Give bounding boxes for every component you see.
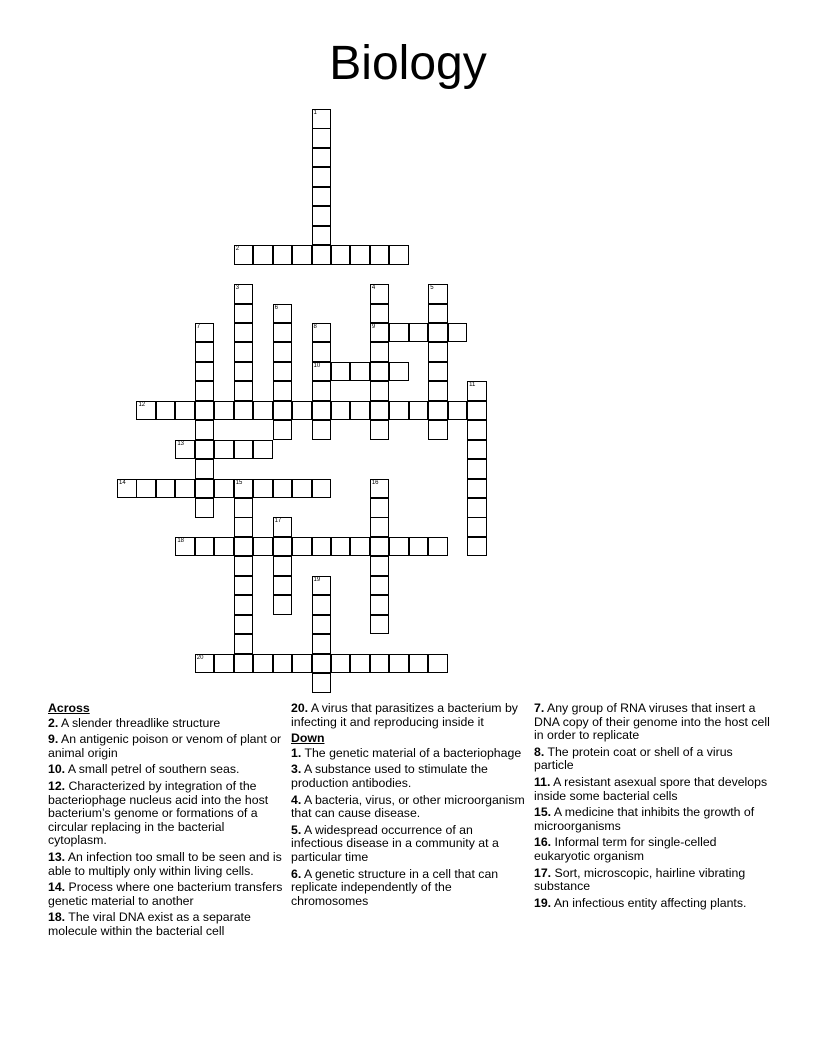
clues-column-2 (291, 702, 527, 911)
down-clue-list (291, 747, 527, 909)
grid-cell[interactable] (370, 615, 390, 635)
clue (291, 824, 527, 865)
clue-number: 18. (48, 910, 66, 925)
clue (48, 881, 284, 908)
grid-cell[interactable] (234, 284, 254, 304)
grid-cell[interactable] (467, 420, 487, 440)
grid-cell[interactable] (312, 206, 332, 226)
grid-cell[interactable] (234, 498, 254, 518)
cell-number: 20 (196, 654, 204, 661)
grid-cell[interactable] (156, 479, 176, 499)
grid-cell[interactable] (253, 479, 273, 499)
clue-text: The protein coat or shell of a virus particle (534, 744, 733, 773)
grid-cell[interactable] (312, 245, 332, 265)
grid-cell[interactable] (273, 245, 293, 265)
grid-cell[interactable] (253, 654, 273, 674)
grid-cell[interactable] (253, 537, 273, 557)
grid-cell[interactable] (195, 479, 215, 499)
grid-cell[interactable] (428, 284, 448, 304)
clue-text: Characterized by integration of the bacteriophage nucleus acid into the host bacterium’s genome or formations of a circular replacing in the bacterial cytoplasm. (48, 778, 269, 848)
clue-text: A resistant asexual spore that develops inside some bacterial cells (534, 774, 768, 803)
grid-cell[interactable] (214, 654, 234, 674)
grid-cell[interactable] (292, 654, 312, 674)
grid-cell[interactable] (117, 479, 137, 499)
grid-cell[interactable] (370, 245, 390, 265)
grid-cell[interactable] (195, 362, 215, 382)
grid-cell[interactable] (273, 654, 293, 674)
grid-cell[interactable] (195, 342, 215, 362)
grid-cell[interactable] (234, 479, 254, 499)
clue (291, 747, 527, 761)
clue-text: A slender threadlike structure (58, 715, 221, 730)
grid-cell[interactable] (312, 109, 332, 129)
across-clue-list-continued (291, 702, 527, 729)
grid-cell[interactable] (273, 595, 293, 615)
grid-cell[interactable] (370, 556, 390, 576)
grid-cell[interactable] (273, 576, 293, 596)
grid-cell[interactable] (234, 517, 254, 537)
clue-text: A bacteria, virus, or other microorganism that can cause disease. (291, 792, 525, 821)
grid-cell[interactable] (370, 654, 390, 674)
clue-number: 9. (48, 732, 59, 747)
clue-number: 12. (48, 778, 66, 793)
clue-number: 11. (534, 774, 551, 789)
clue (534, 776, 770, 803)
clue-number: 7. (534, 701, 545, 715)
grid-cell[interactable] (389, 323, 409, 343)
clue (291, 794, 527, 821)
grid-cell[interactable] (312, 673, 332, 693)
grid-cell[interactable] (234, 362, 254, 382)
grid-cell[interactable] (195, 381, 215, 401)
clue-number: 17. (534, 865, 552, 880)
down-header: Down (291, 731, 325, 746)
grid-cell[interactable] (312, 226, 332, 246)
grid-cell[interactable] (273, 401, 293, 421)
grid-cell[interactable] (409, 401, 429, 421)
cell-number: 11 (469, 382, 476, 389)
grid-cell[interactable] (409, 537, 429, 557)
puzzle-title: Biology (329, 37, 487, 90)
grid-cell[interactable] (234, 323, 254, 343)
clue (534, 897, 770, 911)
cell-number: 3 (235, 285, 240, 292)
grid-cell[interactable] (409, 654, 429, 674)
cell-number: 2 (235, 246, 240, 253)
clue-number: 20. (291, 701, 309, 715)
grid-cell[interactable] (253, 401, 273, 421)
clue-number: 1. (291, 745, 302, 760)
grid-cell[interactable] (428, 381, 448, 401)
grid-cell[interactable] (195, 537, 215, 557)
grid-cell[interactable] (312, 595, 332, 615)
grid-cell[interactable] (195, 498, 215, 518)
grid-cell[interactable] (467, 440, 487, 460)
grid-cell[interactable] (312, 634, 332, 654)
clue-text: An antigenic poison or venom of plant or animal origin (48, 732, 282, 760)
grid-cell[interactable] (370, 362, 390, 382)
grid-cell[interactable] (175, 537, 195, 557)
grid-cell[interactable] (292, 245, 312, 265)
grid-cell[interactable] (312, 576, 332, 596)
grid-cell[interactable] (428, 537, 448, 557)
grid-cell[interactable] (428, 362, 448, 382)
grid-cell[interactable] (428, 323, 448, 343)
grid-cell[interactable] (467, 479, 487, 499)
grid-cell[interactable] (312, 654, 332, 674)
grid-cell[interactable] (312, 537, 332, 557)
cell-number: 16 (371, 479, 379, 486)
grid-cell[interactable] (273, 537, 293, 557)
grid-cell[interactable] (214, 479, 234, 499)
grid-cell[interactable] (292, 479, 312, 499)
grid-cell[interactable] (195, 654, 215, 674)
grid-cell[interactable] (312, 362, 332, 382)
grid-cell[interactable] (156, 401, 176, 421)
grid-cell[interactable] (428, 420, 448, 440)
clues-column-3 (534, 702, 770, 913)
grid-cell[interactable] (136, 401, 156, 421)
cell-number: 8 (313, 323, 317, 330)
grid-cell[interactable] (292, 537, 312, 557)
clue (48, 733, 284, 760)
grid-cell[interactable] (370, 401, 390, 421)
grid-cell[interactable] (370, 595, 390, 615)
grid-cell[interactable] (234, 401, 254, 421)
clue-text: Sort, microscopic, hairline vibrating substance (534, 865, 746, 894)
grid-cell[interactable] (448, 323, 468, 343)
grid-cell[interactable] (195, 459, 215, 479)
grid-cell[interactable] (195, 440, 215, 460)
grid-cell[interactable] (370, 381, 390, 401)
clue-text: The viral DNA exist as a separate molecule within the bacterial cell (48, 910, 251, 938)
grid-cell[interactable] (350, 654, 370, 674)
clue (534, 702, 770, 743)
grid-cell[interactable] (467, 459, 487, 479)
grid-cell[interactable] (370, 323, 390, 343)
grid-cell[interactable] (389, 654, 409, 674)
grid-cell[interactable] (312, 401, 332, 421)
clue-text: Process where one bacterium transfers genetic material to another (48, 880, 283, 908)
grid-cell[interactable] (428, 654, 448, 674)
grid-cell[interactable] (312, 187, 332, 207)
grid-cell[interactable] (389, 401, 409, 421)
grid-cell[interactable] (370, 498, 390, 518)
grid-cell[interactable] (195, 401, 215, 421)
clue-number: 8. (534, 744, 545, 759)
grid-cell[interactable] (292, 401, 312, 421)
grid-cell[interactable] (175, 479, 195, 499)
grid-cell[interactable] (467, 401, 487, 421)
cell-number: 10 (313, 362, 321, 369)
grid-cell[interactable] (312, 615, 332, 635)
grid-cell[interactable] (370, 576, 390, 596)
clue-text: A virus that parasitizes a bacterium by infecting it and reproducing inside it (291, 701, 518, 729)
grid-cell[interactable] (234, 245, 254, 265)
grid-cell[interactable] (273, 420, 293, 440)
clue-number: 6. (291, 866, 302, 881)
clue (48, 717, 284, 731)
cell-number: 17 (274, 518, 282, 525)
grid-cell[interactable] (331, 362, 351, 382)
grid-cell[interactable] (428, 342, 448, 362)
grid-cell[interactable] (312, 148, 332, 168)
grid-cell[interactable] (253, 245, 273, 265)
across-header: Across (48, 701, 90, 715)
grid-cell[interactable] (467, 381, 487, 401)
grid-cell[interactable] (467, 498, 487, 518)
grid-cell[interactable] (428, 401, 448, 421)
grid-cell[interactable] (234, 654, 254, 674)
grid-cell[interactable] (370, 479, 390, 499)
clue-text: A medicine that inhibits the growth of microorganisms (534, 805, 755, 833)
clue-text: An infectious entity affecting plants. (551, 895, 747, 910)
grid-cell[interactable] (253, 440, 273, 460)
grid-cell[interactable] (448, 401, 468, 421)
grid-cell[interactable] (195, 420, 215, 440)
clue-number: 4. (291, 792, 302, 807)
grid-cell[interactable] (175, 401, 195, 421)
grid-cell[interactable] (370, 537, 390, 557)
grid-cell[interactable] (234, 342, 254, 362)
clue (291, 702, 527, 729)
grid-cell[interactable] (312, 167, 332, 187)
grid-cell[interactable] (234, 634, 254, 654)
clue-number: 14. (48, 880, 66, 895)
clue (48, 780, 284, 848)
clue-number: 16. (534, 835, 552, 850)
clue-number: 13. (48, 849, 66, 864)
cell-number: 19 (313, 576, 321, 583)
cell-number: 4 (371, 285, 376, 292)
grid-cell[interactable] (234, 537, 254, 557)
clue (48, 911, 284, 938)
grid-cell[interactable] (467, 517, 487, 537)
grid-cell[interactable] (273, 517, 293, 537)
grid-cell[interactable] (273, 323, 293, 343)
clue-text: A substance used to stimulate the production antibodies. (291, 762, 488, 790)
grid-cell[interactable] (389, 537, 409, 557)
grid-cell[interactable] (389, 245, 409, 265)
clue-number: 2. (48, 715, 59, 730)
clue-text: A genetic structure in a cell that can replicate independently of the chromosomes (291, 866, 499, 908)
grid-cell[interactable] (214, 537, 234, 557)
grid-cell[interactable] (273, 362, 293, 382)
grid-cell[interactable] (234, 304, 254, 324)
grid-cell[interactable] (331, 654, 351, 674)
grid-cell[interactable] (312, 420, 332, 440)
grid-cell[interactable] (428, 304, 448, 324)
grid-cell[interactable] (409, 323, 429, 343)
grid-cell[interactable] (370, 420, 390, 440)
grid-cell[interactable] (350, 401, 370, 421)
grid-cell[interactable] (467, 537, 487, 557)
grid-cell[interactable] (370, 342, 390, 362)
grid-cell[interactable] (234, 595, 254, 615)
grid-cell[interactable] (312, 323, 332, 343)
cell-number: 15 (235, 479, 243, 486)
grid-cell[interactable] (214, 440, 234, 460)
grid-cell[interactable] (136, 479, 156, 499)
clue (534, 746, 770, 773)
clue (534, 806, 770, 833)
grid-cell[interactable] (350, 362, 370, 382)
cell-number: 14 (119, 479, 126, 486)
clue (291, 763, 527, 790)
cell-number: 12 (138, 401, 146, 408)
clue-text: Any group of RNA viruses that insert a DNA copy of their genome into the host cell in order to replicate (534, 701, 770, 743)
grid-cell[interactable] (389, 362, 409, 382)
cell-number: 13 (177, 440, 185, 447)
grid-cell[interactable] (273, 304, 293, 324)
clue (48, 763, 284, 777)
clue (534, 867, 770, 894)
grid-cell[interactable] (273, 342, 293, 362)
grid-cell[interactable] (234, 381, 254, 401)
clue-number: 3. (291, 762, 302, 777)
grid-cell[interactable] (273, 381, 293, 401)
across-clue-list (48, 717, 284, 939)
grid-cell[interactable] (312, 479, 332, 499)
grid-cell[interactable] (273, 556, 293, 576)
cell-number: 7 (196, 323, 201, 330)
grid-cell[interactable] (273, 479, 293, 499)
grid-cell[interactable] (214, 401, 234, 421)
clue-text: The genetic material of a bacteriophage (301, 745, 522, 760)
cell-number: 18 (177, 537, 185, 544)
grid-cell[interactable] (350, 245, 370, 265)
clue-text: Informal term for single-celled eukaryotic organism (534, 835, 717, 863)
grid-cell[interactable] (195, 323, 215, 343)
grid-cell[interactable] (312, 381, 332, 401)
grid-cell[interactable] (312, 128, 332, 148)
cell-number: 5 (430, 285, 434, 292)
clue (291, 868, 527, 909)
grid-cell[interactable] (234, 440, 254, 460)
clue (534, 836, 770, 863)
grid-cell[interactable] (370, 517, 390, 537)
grid-cell[interactable] (370, 304, 390, 324)
cell-number: 6 (274, 304, 278, 311)
clue-text: A widespread occurrence of an infectious disease in a community at a particular time (291, 822, 499, 864)
grid-cell[interactable] (350, 537, 370, 557)
clue-number: 15. (534, 805, 552, 820)
grid-cell[interactable] (370, 284, 390, 304)
down-clue-list-continued (534, 702, 770, 910)
grid-cell[interactable] (331, 245, 351, 265)
clue-text: A small petrel of southern seas. (65, 762, 240, 777)
grid-cell[interactable] (234, 615, 254, 635)
clue-number: 19. (534, 895, 552, 910)
grid-cell[interactable] (331, 537, 351, 557)
cell-number: 9 (371, 323, 376, 330)
clue-text: An infection too small to be seen and is able to multiply only within living cells. (48, 849, 282, 878)
clues-column-1 (48, 702, 284, 942)
grid-cell[interactable] (234, 576, 254, 596)
cell-number: 1 (313, 110, 317, 116)
clue-number: 10. (48, 762, 66, 777)
grid-cell[interactable] (331, 401, 351, 421)
grid-cell[interactable] (175, 440, 195, 460)
grid-cell[interactable] (234, 556, 254, 576)
grid-cell[interactable] (312, 342, 332, 362)
clue (48, 851, 284, 878)
clue-number: 5. (291, 822, 302, 837)
